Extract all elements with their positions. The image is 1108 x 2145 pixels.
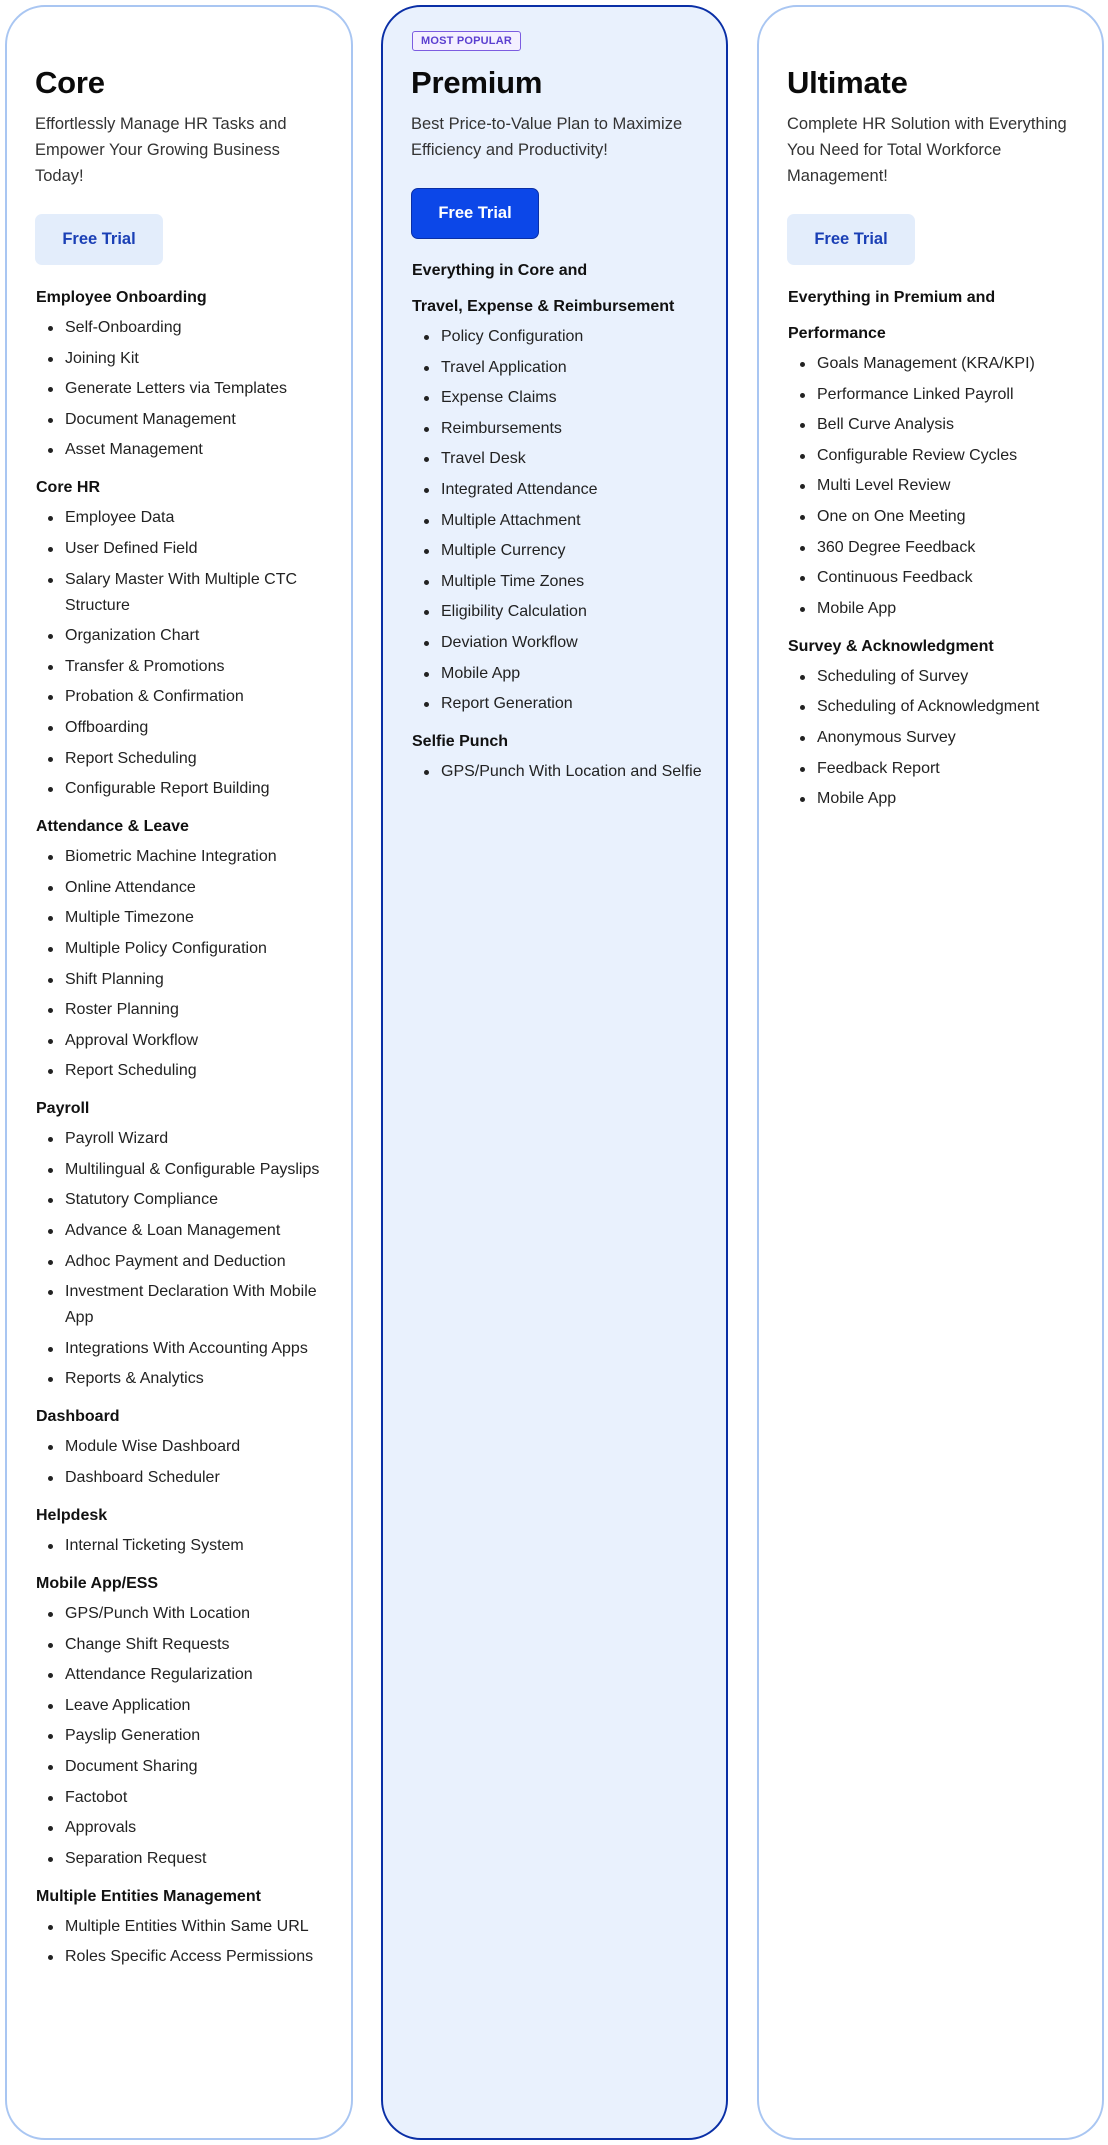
- feature-list: [36, 1434, 331, 1491]
- feature-list-item: Roster Planning: [36, 997, 331, 1023]
- plan-description: Effortlessly Manage HR Tasks and Empower Your Growing Business Today!: [35, 115, 287, 185]
- feature-list-item: Integrations With Accounting Apps: [36, 1336, 331, 1362]
- feature-list-item: Mobile App: [788, 786, 1082, 812]
- feature-list-item: Biometric Machine Integration: [36, 844, 331, 870]
- feature-list-item: Asset Management: [36, 437, 331, 463]
- feature-list-item: Reimbursements: [412, 416, 706, 442]
- feature-list-item: Scheduling of Survey: [788, 664, 1082, 690]
- feature-list-item: Self-Onboarding: [36, 315, 331, 341]
- feature-list-item: Multilingual & Configurable Payslips: [36, 1157, 331, 1183]
- feature-section-title: Core HR: [36, 479, 101, 497]
- feature-section-title: Payroll: [36, 1100, 90, 1118]
- feature-list-item: Factobot: [36, 1785, 331, 1811]
- feature-list-item: Configurable Review Cycles: [788, 443, 1082, 469]
- feature-list-item: Change Shift Requests: [36, 1632, 331, 1658]
- feature-list: [36, 505, 331, 802]
- feature-list-item: Attendance Regularization: [36, 1662, 331, 1688]
- feature-list-item: Organization Chart: [36, 623, 331, 649]
- feature-list-item: Multiple Attachment: [412, 508, 706, 534]
- feature-list-item: Scheduling of Acknowledgment: [788, 694, 1082, 720]
- feature-list-item: Document Management: [36, 407, 331, 433]
- feature-list-item: Eligibility Calculation: [412, 599, 706, 625]
- feature-list-item: Joining Kit: [36, 346, 331, 372]
- feature-section-title: Mobile App/ESS: [36, 1575, 159, 1593]
- feature-list-item: Multiple Policy Configuration: [36, 936, 331, 962]
- feature-list: [36, 844, 331, 1084]
- feature-list: [788, 351, 1082, 622]
- most-popular-badge: MOST POPULAR: [412, 31, 521, 51]
- feature-list-item: Anonymous Survey: [788, 725, 1082, 751]
- feature-section-title: Attendance & Leave: [36, 818, 189, 836]
- feature-list-item: Separation Request: [36, 1846, 331, 1872]
- feature-list-item: Mobile App: [788, 596, 1082, 622]
- feature-list-item: Integrated Attendance: [412, 477, 706, 503]
- plan-card-ultimate: [757, 5, 1104, 2140]
- feature-list: [412, 324, 706, 717]
- plan-title: Core: [35, 65, 105, 100]
- feature-list-item: Multiple Entities Within Same URL: [36, 1914, 331, 1940]
- feature-list-item: Probation & Confirmation: [36, 684, 331, 710]
- feature-sections: [788, 285, 1082, 824]
- free-trial-button[interactable]: Free Trial: [787, 214, 915, 265]
- feature-list-item: Roles Specific Access Permissions: [36, 1944, 331, 1970]
- plan-title: Premium: [411, 65, 543, 100]
- feature-list-item: Leave Application: [36, 1693, 331, 1719]
- feature-list-item: Travel Desk: [412, 446, 706, 472]
- free-trial-button[interactable]: Free Trial: [411, 188, 539, 239]
- feature-list-item: Online Attendance: [36, 875, 331, 901]
- feature-section-title: Performance: [788, 325, 886, 342]
- feature-list-item: Shift Planning: [36, 967, 331, 993]
- feature-list: [36, 1601, 331, 1872]
- feature-list-item: Feedback Report: [788, 756, 1082, 782]
- feature-sections: [412, 258, 706, 797]
- feature-section-title: Dashboard: [36, 1408, 120, 1426]
- feature-list-item: Generate Letters via Templates: [36, 376, 331, 402]
- feature-section-title: Survey & Acknowledgment: [788, 637, 994, 655]
- feature-list: [36, 1914, 331, 1971]
- plan-description: Complete HR Solution with Everything You Need for Total Workforce Management!: [787, 115, 1067, 185]
- feature-list-item: Policy Configuration: [412, 324, 706, 350]
- feature-list-item: Offboarding: [36, 715, 331, 741]
- feature-list-item: Report Scheduling: [36, 746, 331, 772]
- feature-list: [36, 1533, 331, 1559]
- plan-card-core: [5, 5, 353, 2140]
- feature-list: [36, 1126, 331, 1392]
- feature-list-item: Employee Data: [36, 505, 331, 531]
- feature-list: [788, 664, 1082, 812]
- feature-list-item: Approvals: [36, 1815, 331, 1841]
- feature-list-item: User Defined Field: [36, 536, 331, 562]
- feature-section-title: Helpdesk: [36, 1507, 108, 1525]
- feature-list-item: Dashboard Scheduler: [36, 1465, 331, 1491]
- feature-list-item: Report Generation: [412, 691, 706, 717]
- feature-list-item: Statutory Compliance: [36, 1187, 331, 1213]
- feature-list-item: Advance & Loan Management: [36, 1218, 331, 1244]
- plan-title: Ultimate: [787, 65, 908, 100]
- feature-list-item: Reports & Analytics: [36, 1366, 331, 1392]
- feature-list-item: 360 Degree Feedback: [788, 535, 1082, 561]
- feature-list-item: GPS/Punch With Location and Selfie: [412, 759, 706, 785]
- plan-description: Best Price-to-Value Plan to Maximize Efficiency and Productivity!: [411, 115, 683, 159]
- feature-list-item: Document Sharing: [36, 1754, 331, 1780]
- feature-list-item: Module Wise Dashboard: [36, 1434, 331, 1460]
- plan-card-premium: [381, 5, 728, 2140]
- feature-list-item: Multiple Timezone: [36, 905, 331, 931]
- feature-section-title: Employee Onboarding: [36, 289, 207, 306]
- plan-includes-intro: Everything in Premium and: [788, 289, 996, 306]
- feature-list-item: Multi Level Review: [788, 473, 1082, 499]
- feature-list-item: Approval Workflow: [36, 1028, 331, 1054]
- feature-list-item: Performance Linked Payroll: [788, 382, 1082, 408]
- feature-list-item: Deviation Workflow: [412, 630, 706, 656]
- feature-list: [36, 315, 331, 463]
- feature-list-item: Payroll Wizard: [36, 1126, 331, 1152]
- feature-list-item: Travel Application: [412, 355, 706, 381]
- feature-list-item: Adhoc Payment and Deduction: [36, 1249, 331, 1275]
- feature-list-item: GPS/Punch With Location: [36, 1601, 331, 1627]
- feature-list-item: Mobile App: [412, 661, 706, 687]
- feature-section-title: Travel, Expense & Reimbursement: [412, 298, 675, 315]
- feature-list-item: Bell Curve Analysis: [788, 412, 1082, 438]
- feature-list-item: Salary Master With Multiple CTC Structure: [36, 567, 331, 619]
- feature-list-item: Goals Management (KRA/KPI): [788, 351, 1082, 377]
- feature-list: [412, 759, 706, 785]
- feature-list-item: Multiple Time Zones: [412, 569, 706, 595]
- feature-list-item: Transfer & Promotions: [36, 654, 331, 680]
- feature-list-item: Continuous Feedback: [788, 565, 1082, 591]
- feature-list-item: Investment Declaration With Mobile App: [36, 1279, 331, 1331]
- free-trial-button[interactable]: Free Trial: [35, 214, 163, 265]
- feature-section-title: Selfie Punch: [412, 733, 509, 751]
- feature-list-item: Payslip Generation: [36, 1723, 331, 1749]
- feature-list-item: Multiple Currency: [412, 538, 706, 564]
- feature-list-item: Configurable Report Building: [36, 776, 331, 802]
- feature-list-item: Report Scheduling: [36, 1058, 331, 1084]
- feature-list-item: Expense Claims: [412, 385, 706, 411]
- feature-section-title: Multiple Entities Management: [36, 1887, 261, 1905]
- plan-includes-intro: Everything in Core and: [412, 262, 588, 279]
- feature-list-item: Internal Ticketing System: [36, 1533, 331, 1559]
- feature-sections: [36, 285, 331, 1982]
- feature-list-item: One on One Meeting: [788, 504, 1082, 530]
